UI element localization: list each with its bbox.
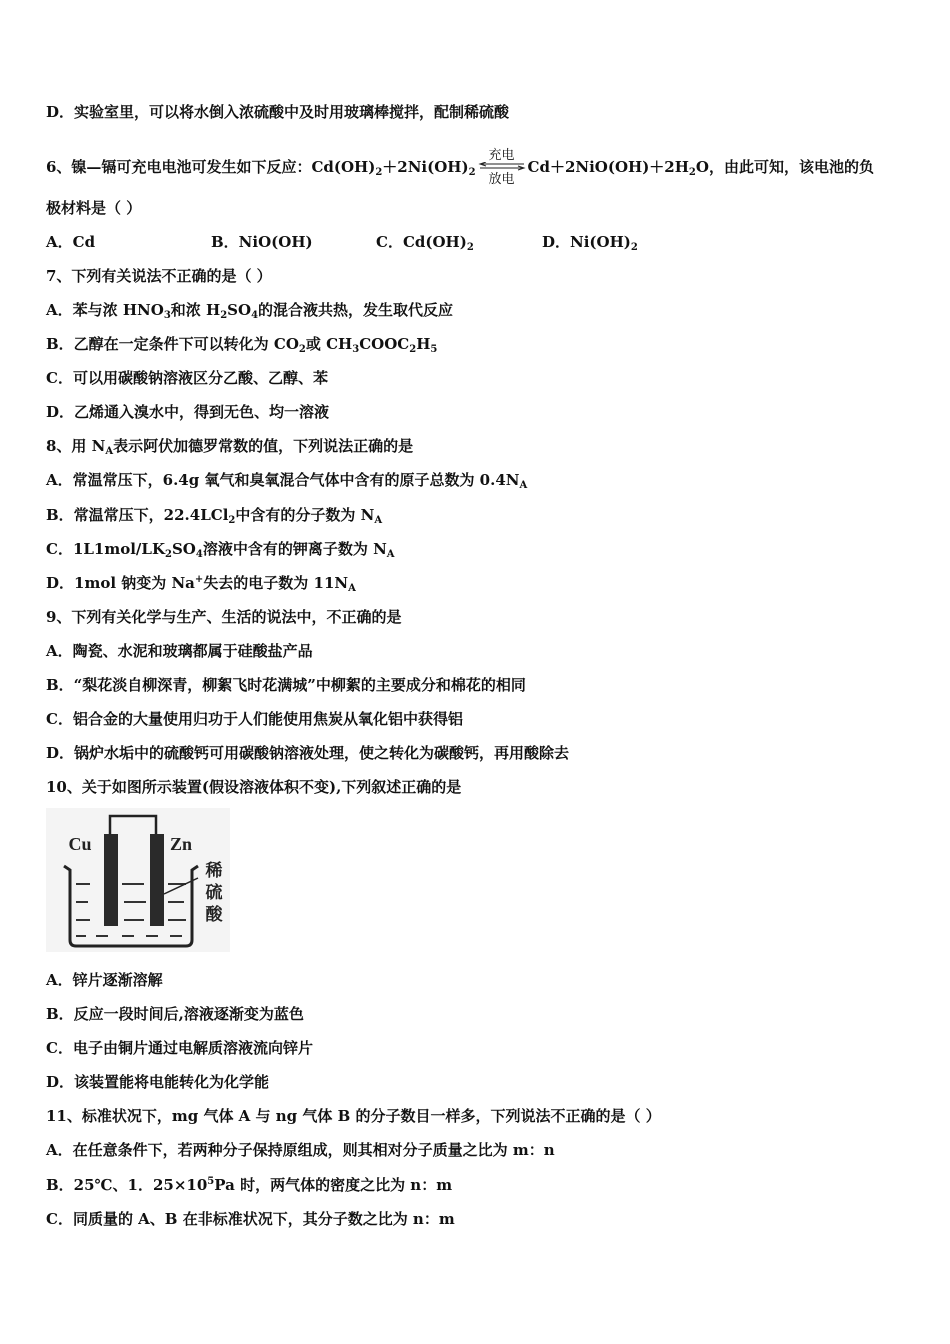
q11-option-b: B．25℃、1．$25\times 10^5Pa$ 时，两气体的密度之比为 n：m — [46, 1176, 453, 1194]
question-8: 8、用 $N_A$表示阿伏加德罗常数的值，下列说法正确的是 — [46, 437, 414, 457]
question-6-options: A．Cd B．NiO(OH) C．$Cd(OH)_2$ D．$Ni(OH)_2$ — [46, 233, 638, 253]
question-6-cont: 极材料是（ ） — [46, 199, 142, 217]
q9-option-d: D．锅炉水垢中的硫酸钙可用碳酸钠溶液处理，使之转化为碳酸钙，再用酸除去 — [46, 744, 570, 762]
cell-diagram — [46, 808, 230, 952]
q5-option-d: D．实验室里，可以将水倒入浓硫酸中及时用玻璃棒搅拌，配制稀硫酸 — [46, 103, 510, 121]
q7-option-a: A．苯与浓 $HNO_3$和浓 $H_2SO_4$的混合液共热，发生取代反应 — [46, 301, 454, 321]
galvanic-cell-figure — [46, 808, 230, 952]
label-cu: Cu — [68, 834, 92, 854]
label-acid-3: 酸 — [205, 905, 223, 925]
q8-option-c: C．$1L1mol/LK_2SO_4$溶液中含有的钾离子数为 $N_A$ — [46, 540, 395, 560]
label-acid-2: 硫 — [205, 883, 223, 903]
q10-option-a: A．锌片逐渐溶解 — [46, 971, 163, 989]
q11-option-c: C．同质量的 A、B 在非标准状况下，其分子数之比为 n：m — [46, 1210, 455, 1228]
q8-option-b: B．常温常压下，22.4LCl$_2$中含有的分子数为 $N_A$ — [46, 506, 383, 526]
reversible-arrow: 充电 放电 — [478, 148, 526, 188]
question-11: 11、标准状况下，mg 气体 A 与 ng 气体 B 的分子数目一样多，下列说法不正确的是（ ） — [46, 1107, 661, 1125]
q8-option-a: A．常温常压下，6.4g 氧气和臭氧混合气体中含有的原子总数为 $0.4N_A$ — [46, 471, 528, 491]
question-7: 7、下列有关说法不正确的是（ ） — [46, 267, 272, 285]
q9-option-a: A．陶瓷、水泥和玻璃都属于硅酸盐产品 — [46, 642, 313, 660]
q10-option-c: C．电子由铜片通过电解质溶液流向锌片 — [46, 1039, 313, 1057]
label-zn: Zn — [169, 834, 193, 854]
q10-option-b: B．反应一段时间后,溶液逐渐变为蓝色 — [46, 1005, 304, 1023]
q8-option-d: D．1mol 钠变为 Na+失去的电子数为 $11N_A$ — [46, 574, 356, 594]
question-10: 10、关于如图所示装置(假设溶液体积不变),下列叙述正确的是 — [46, 778, 462, 796]
question-9: 9、下列有关化学与生产、生活的说法中，不正确的是 — [46, 608, 402, 626]
q9-option-b: B．“梨花淡自柳深青，柳絮飞时花满城”中柳絮的主要成分和棉花的相同 — [46, 676, 526, 694]
q9-option-c: C．铝合金的大量使用归功于人们能使用焦炭从氧化铝中获得铝 — [46, 710, 463, 728]
q7-option-d: D．乙烯通入溴水中，得到无色、均一溶液 — [46, 403, 330, 421]
q10-option-d: D．该装置能将电能转化为化学能 — [46, 1073, 270, 1091]
zinc-electrode — [150, 834, 164, 926]
q11-option-a: A．在任意条件下，若两种分子保持原组成，则其相对分子质量之比为 m：n — [46, 1141, 555, 1159]
label-acid-1: 稀 — [205, 861, 223, 881]
copper-electrode — [104, 834, 118, 926]
q7-option-b: B．乙醇在一定条件下可以转化为 $CO_2$或 $CH_3COOC_2H_5$ — [46, 335, 438, 355]
question-6: 6、镍—镉可充电电池可发生如下反应：$Cd(OH)_2+2Ni(OH)_2$ 充电 放电 $Cd+2NiO(OH)+2H_2O$，由此可知，该电池的负 — [46, 148, 874, 187]
q7-option-c: C．可以用碳酸钠溶液区分乙酸、乙醇、苯 — [46, 369, 328, 387]
